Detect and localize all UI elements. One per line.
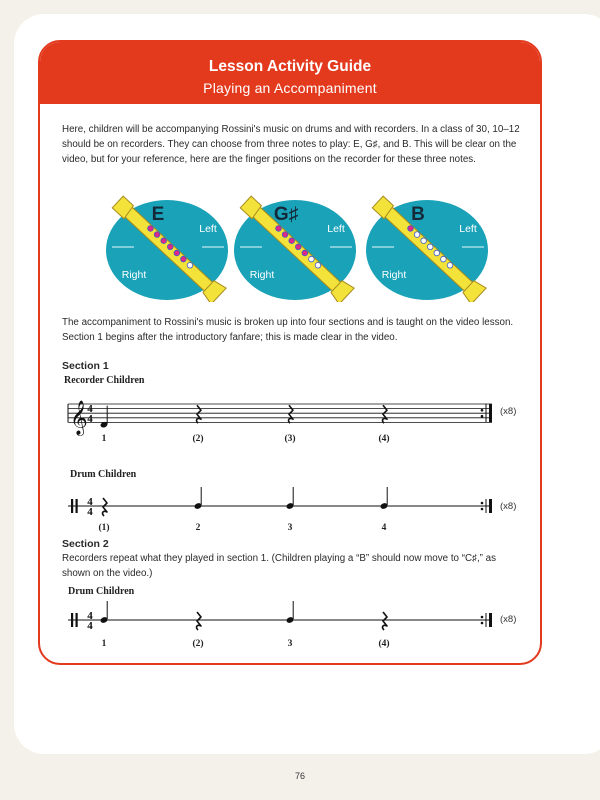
beat-number: (2) bbox=[192, 639, 204, 649]
percussion-clef-bar bbox=[76, 613, 78, 627]
time-signature-bottom: 4 bbox=[87, 620, 93, 632]
recorder-children-label: Recorder Children bbox=[64, 375, 145, 386]
recorder-fingering-svg bbox=[104, 192, 234, 302]
section2-title: Section 2 bbox=[62, 538, 109, 550]
treble-clef: 𝄞 bbox=[70, 400, 88, 436]
drum-staff-s1 bbox=[58, 488, 498, 528]
left-hand-label: Left bbox=[327, 223, 345, 235]
quarter-rest bbox=[289, 405, 293, 423]
repeat-dot bbox=[481, 502, 484, 505]
beat-number: (1) bbox=[98, 523, 110, 533]
barline-thick bbox=[489, 499, 492, 513]
drum-staff-s2 bbox=[58, 602, 498, 642]
repeat-dot bbox=[481, 415, 484, 418]
right-hand-label: Right bbox=[381, 269, 407, 281]
repeat-dot bbox=[481, 622, 484, 625]
time-signature-bottom: 4 bbox=[87, 413, 93, 425]
repeat-dot bbox=[481, 508, 484, 511]
beat-number: 3 bbox=[287, 523, 293, 533]
time-signature-top: 4 bbox=[87, 496, 93, 508]
recorder-diagram-1 bbox=[104, 192, 234, 307]
percussion-clef-bar bbox=[71, 613, 73, 627]
page-number: 76 bbox=[294, 771, 305, 781]
right-hand-label: Right bbox=[121, 269, 147, 281]
note-name-text: G♯ bbox=[273, 204, 299, 225]
title-banner bbox=[40, 42, 540, 104]
section2-paragraph: Recorders repeat what they played in section 1. (Children playing a “B” should now move to “C♯,” as shown on the video.) bbox=[62, 553, 496, 579]
recorder-fingering-svg bbox=[364, 192, 494, 302]
drum-repeat-count-s1: (x8) bbox=[500, 501, 517, 512]
guide-subtitle: Playing an Accompaniment bbox=[203, 80, 377, 96]
quarter-rest bbox=[383, 405, 387, 423]
recorder-fingering-svg bbox=[232, 192, 362, 302]
beat-number: (4) bbox=[378, 639, 390, 649]
note-name-text: E bbox=[151, 204, 165, 225]
drum-children-label-s2: Drum Children bbox=[68, 586, 135, 597]
beat-number: 4 bbox=[381, 523, 387, 533]
intro-paragraph: Here, children will be accompanying Rossini's music on drums and with recorders. In a class of 30, 10–12 should be on recorders. They can choose from three notes to play: E, G♯, and B. This will be clear on the video, but for your reference, here are the finger positions on the recorder for these three notes. bbox=[62, 124, 520, 165]
repeat-dot bbox=[481, 616, 484, 619]
left-hand-label: Left bbox=[459, 223, 477, 235]
time-signature-top: 4 bbox=[87, 403, 93, 415]
time-signature-bottom: 4 bbox=[87, 506, 93, 518]
activity-guide-card bbox=[38, 40, 542, 665]
beat-number: (2) bbox=[192, 434, 204, 444]
beat-number: 1 bbox=[101, 639, 107, 649]
beat-number: 2 bbox=[195, 523, 201, 533]
beat-number: 3 bbox=[287, 639, 293, 649]
barline-thick bbox=[489, 613, 492, 627]
quarter-rest bbox=[103, 498, 107, 516]
percussion-clef-bar bbox=[76, 499, 78, 513]
percussion-clef-bar bbox=[71, 499, 73, 513]
drum-children-label-s1: Drum Children bbox=[70, 469, 137, 480]
drum-repeat-count-s2: (x8) bbox=[500, 614, 517, 625]
left-hand-label: Left bbox=[199, 223, 217, 235]
right-hand-label: Right bbox=[249, 269, 275, 281]
note-name-text: B bbox=[411, 204, 425, 225]
repeat-dot bbox=[481, 409, 484, 412]
recorder-staff bbox=[58, 392, 498, 438]
beat-number: (3) bbox=[284, 434, 296, 444]
time-signature-top: 4 bbox=[87, 610, 93, 622]
accompaniment-paragraph: The accompaniment to Rossini's music is broken up into four sections and is taught on the video lesson. Section 1 begins after the introductory fanfare; this is made clear in the video. bbox=[62, 317, 514, 343]
section1-title: Section 1 bbox=[62, 360, 109, 372]
recorder-diagram-3 bbox=[364, 192, 494, 307]
beat-number: (4) bbox=[378, 434, 390, 444]
recorder-diagram-2 bbox=[232, 192, 362, 307]
guide-title: Lesson Activity Guide bbox=[208, 58, 372, 75]
quarter-rest bbox=[383, 612, 387, 630]
beat-number: 1 bbox=[101, 434, 107, 444]
quarter-rest bbox=[197, 405, 201, 423]
barline-thick bbox=[489, 404, 492, 422]
recorder-repeat-count: (x8) bbox=[500, 406, 517, 417]
quarter-rest bbox=[197, 612, 201, 630]
